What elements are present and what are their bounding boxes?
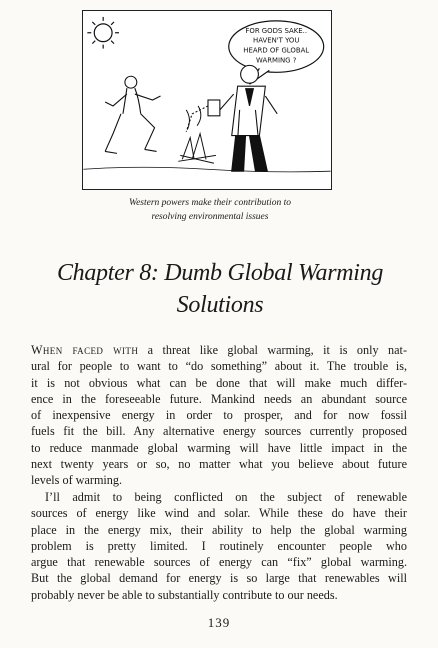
paragraph-line: fuels fit the bill. Any alternative energy sources currently proposed: [31, 424, 407, 439]
paragraph-line: argue that renewable sources of energy can “fix” global warming.: [31, 555, 407, 570]
bubble-line-3: HEARD OF GLOBAL: [243, 46, 310, 55]
chapter-title-line-2: Solutions: [176, 292, 264, 318]
paragraph-line: ural for people to want to “do something” about it. The trouble is,: [31, 359, 407, 374]
bubble-line-4: WARMING ?: [256, 56, 297, 65]
paragraph-line: I’ll admit to being conflicted on the subject of renewable: [45, 490, 407, 504]
paragraph-line: levels of warming.: [31, 473, 123, 488]
lead-in-smallcaps: When faced with: [31, 343, 139, 357]
caption-line-2: resolving environmental issues: [151, 212, 269, 222]
sun-icon: [87, 17, 119, 49]
paragraph-line: probably never be able to substantially contribute to our needs.: [31, 587, 338, 602]
paragraph-text: a threat like global warming, it is only nat-: [138, 343, 407, 357]
standing-man-figure: [186, 65, 277, 171]
ground-line: [83, 167, 330, 172]
paragraph-2: [31, 489, 407, 603]
cartoon-illustration: [82, 10, 332, 190]
caption-line-1: Western powers make their contribution to: [129, 198, 291, 208]
paragraph-line: But the global demand for energy is so large that renewables will: [31, 571, 407, 586]
bubble-line-2: HAVEN'T YOU: [253, 36, 300, 45]
paragraph-line: of inexpensive energy in order to prosper, and for now fossil: [31, 408, 407, 423]
paragraph-line: sources of energy like wind and solar. While these do have their: [31, 506, 407, 521]
cartoon-drawing: [83, 11, 331, 189]
chapter-title-line-1: Chapter 8: Dumb Global Warming: [56, 260, 384, 286]
paragraph-line: ence in the foreseeable future. Mankind needs an abundant source: [31, 391, 407, 406]
sitting-man-figure: [105, 76, 160, 153]
paragraph-line: it is not obvious what can be done that will make much differ-: [31, 375, 407, 390]
page-number: 139: [207, 615, 231, 630]
paragraph-1: [31, 342, 407, 489]
paragraph-line: place in the energy mix, their ability to help the global warming: [31, 522, 407, 537]
paragraph-line: to reduce manmade global warming will have little impact in the: [31, 440, 407, 455]
paragraph-line: problem is pretty limited. I routinely encounter people who: [31, 538, 407, 553]
paragraph-line: [31, 342, 407, 358]
bubble-line-1: FOR GODS SAKE..: [245, 26, 308, 35]
paragraph-line: next twenty years or so, no matter what you believe about future: [31, 457, 407, 472]
